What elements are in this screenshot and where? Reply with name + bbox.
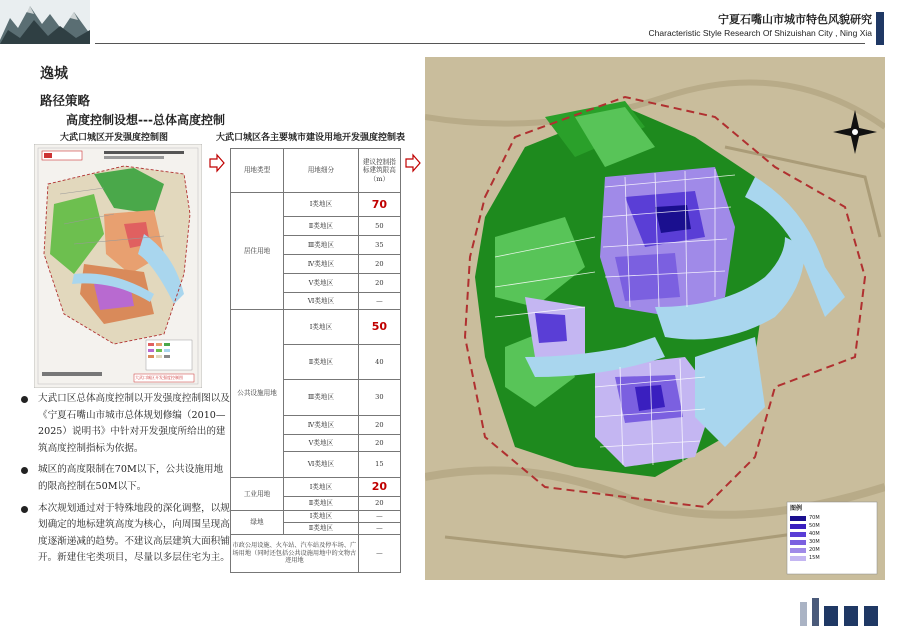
- table-cell-sub: Ⅲ类地区: [284, 236, 359, 255]
- arrow-right-icon: [209, 153, 225, 173]
- table-cell-sub: Ⅴ类地区: [284, 435, 359, 452]
- table-cell-height: 50: [358, 217, 400, 236]
- table-cell-height: 70: [358, 193, 400, 217]
- table-cell-sub: Ⅰ类地区: [284, 193, 359, 217]
- table-cell-sub: Ⅱ类地区: [284, 497, 359, 511]
- legend-label: 15M: [809, 555, 820, 561]
- bullet-dot: [21, 467, 28, 474]
- table-cell-height: 35: [358, 236, 400, 255]
- table-cell-height: —: [358, 293, 400, 310]
- legend-item: [790, 514, 878, 522]
- table-cell-height: 20: [358, 435, 400, 452]
- table-cell-height: 20: [358, 416, 400, 435]
- table-cell-sub: Ⅱ类地区: [284, 523, 359, 535]
- legend-title: 图例: [790, 505, 803, 512]
- table-cell-height: —: [358, 523, 400, 535]
- table-header-row: [231, 149, 401, 193]
- legend-swatch: [790, 524, 806, 529]
- table-cell-sub: Ⅵ类地区: [284, 293, 359, 310]
- table-header-type: 用地类型: [231, 149, 284, 193]
- table-header-height: 建议控制指标建筑限高（m）: [358, 149, 400, 193]
- height-control-table: [230, 148, 401, 573]
- table-caption: 大武口城区各主要城市建设用地开发强度控制表: [216, 133, 406, 143]
- left-map-bottom-label: 大武口城区开发强度控制图: [135, 375, 183, 380]
- legend-label: 50M: [809, 523, 820, 529]
- table-cell-footer: 市政公用设施、火车站、汽车站及停车场、广场用地（同时还包括公共设施用地中的文物古迹用地: [231, 535, 359, 573]
- table-cell-height: 20: [358, 255, 400, 274]
- legend-swatch: [790, 516, 806, 521]
- table-cell-height: 40: [358, 345, 400, 380]
- header-divider: [95, 43, 865, 44]
- left-map-caption: 大武口城区开发强度控制图: [60, 133, 169, 143]
- table-row: [231, 193, 401, 217]
- legend-item: [790, 522, 878, 530]
- table-cell-type: 绿地: [231, 511, 284, 535]
- header-subtitle: Characteristic Style Research Of Shizuishan City , Ning Xia: [648, 28, 872, 38]
- bullet-text: 本次规划通过对于特殊地段的深化调整，以规划确定的地标建筑高度为核心，向周围呈现高度逐渐递减的趋势。不建议高层建筑大面积铺开。新建住宅类项目，尽量以多层住宅为主。: [38, 502, 230, 564]
- legend-label: 40M: [809, 531, 820, 537]
- table-cell-sub: Ⅴ类地区: [284, 274, 359, 293]
- table-cell-sub: Ⅳ类地区: [284, 255, 359, 274]
- legend-item: [790, 538, 878, 546]
- table-cell-sub: Ⅰ类地区: [284, 511, 359, 523]
- table-cell-sub: Ⅳ类地区: [284, 416, 359, 435]
- bullet-text: 大武口区总体高度控制以开发强度控制图以及《宁夏石嘴山市城市总体规划修编（2010—2025）说明书》中针对开发强度所给出的建筑高度控制指标为依据。: [38, 393, 230, 454]
- legend-swatch: [790, 548, 806, 553]
- map-legend: [790, 503, 878, 562]
- list-item: [16, 462, 231, 495]
- table-row: [231, 310, 401, 345]
- legend-swatch: [790, 540, 806, 545]
- left-intensity-map: [34, 144, 202, 388]
- legend-label: 20M: [809, 547, 820, 553]
- table-cell-height: —: [358, 535, 400, 573]
- legend-item: [790, 546, 878, 554]
- arrow-right-icon: [405, 153, 421, 173]
- legend-swatch: [790, 532, 806, 537]
- table-cell-sub: Ⅱ类地区: [284, 345, 359, 380]
- bullet-dot: [21, 506, 28, 513]
- table-cell-height: 20: [358, 274, 400, 293]
- table-cell-height: 20: [358, 478, 400, 497]
- table-row: [231, 511, 401, 523]
- table-cell-height: 15: [358, 452, 400, 478]
- legend-label: 30M: [809, 539, 820, 545]
- bullet-list: [16, 391, 231, 572]
- header-accent-bar: [876, 12, 884, 45]
- height-control-heading: 高度控制设想---总体高度控制: [66, 113, 225, 127]
- legend-swatch: [790, 556, 806, 561]
- legend-item: [790, 554, 878, 562]
- table-cell-sub: Ⅰ类地区: [284, 478, 359, 497]
- bullet-text: 城区的高度限制在70M以下，公共设施用地的限高控制在50M以下。: [38, 464, 224, 492]
- header-title: 宁夏石嘴山市城市特色风貌研究: [718, 13, 872, 26]
- table-row: [231, 535, 401, 573]
- table-header-sub: 用地细分: [284, 149, 359, 193]
- table-cell-type: 居住用地: [231, 193, 284, 310]
- table-cell-type: 工业用地: [231, 478, 284, 511]
- table-cell-sub: Ⅲ类地区: [284, 380, 359, 416]
- table-cell-sub: Ⅱ类地区: [284, 217, 359, 236]
- page-corner-bars: [800, 598, 890, 632]
- section-title: 逸城: [40, 66, 68, 82]
- right-height-map: [425, 57, 885, 580]
- table-cell-height: 30: [358, 380, 400, 416]
- bullet-dot: [21, 396, 28, 403]
- legend-label: 70M: [809, 515, 820, 521]
- list-item: [16, 501, 231, 567]
- table-cell-sub: Ⅵ类地区: [284, 452, 359, 478]
- legend-item: [790, 530, 878, 538]
- strategy-heading: 路径策略: [40, 93, 91, 108]
- table-cell-type: 公共设施用地: [231, 310, 284, 478]
- table-row: [231, 478, 401, 497]
- table-cell-sub: Ⅰ类地区: [284, 310, 359, 345]
- table-cell-height: 20: [358, 497, 400, 511]
- table-cell-height: 50: [358, 310, 400, 345]
- list-item: [16, 391, 231, 457]
- header-landscape-logo: [0, 0, 90, 44]
- table-cell-height: —: [358, 511, 400, 523]
